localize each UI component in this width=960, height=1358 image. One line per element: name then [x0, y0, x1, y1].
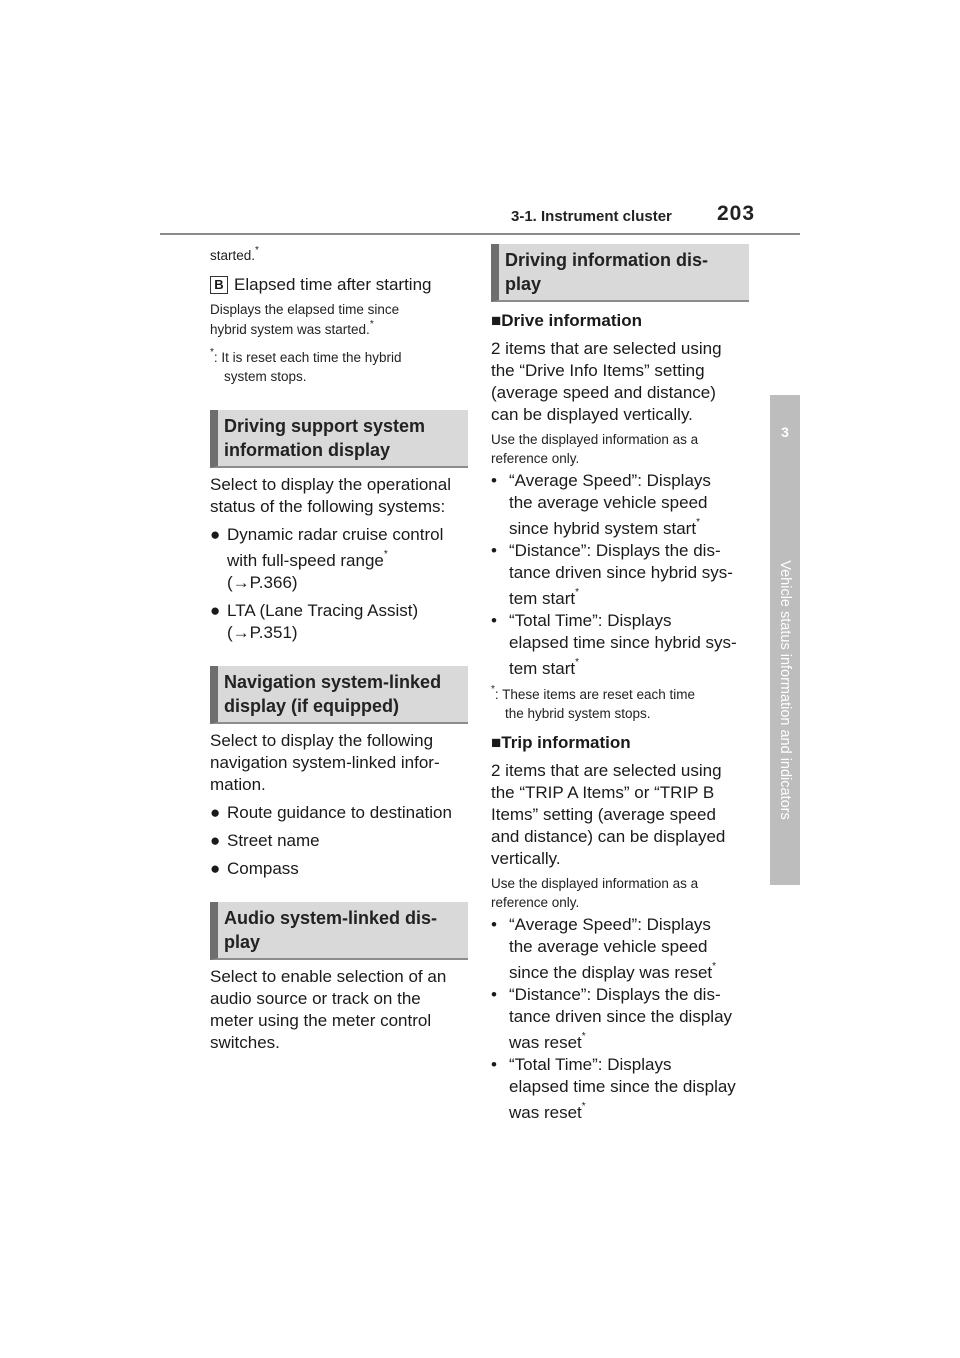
subheading-drive-info: ■Drive information: [491, 311, 643, 330]
chapter-number: 3: [781, 424, 789, 440]
list-item: • “Average Speed”: Displays the average vehicle speed since hybrid system start*: [491, 471, 711, 538]
list-item: • “Distance”: Displays the dis- tance driven since the display was reset*: [491, 985, 733, 1052]
continued-text: started.*: [210, 244, 259, 263]
item-label-b: B: [210, 276, 228, 294]
paragraph-audio: Select to enable selection of an audio source or track on the meter using the meter control switches.: [210, 967, 447, 1052]
list-item: ● Compass: [210, 859, 299, 878]
list-item: ● Street name: [210, 831, 320, 850]
paragraph-navigation: Select to display the following navigation system-linked infor- mation.: [210, 731, 440, 794]
list-item: • “Distance”: Displays the dis- tance driven since hybrid sys- tem start*: [491, 541, 733, 608]
heading-navigation: Navigation system-linked display (if equipped): [210, 666, 468, 724]
paragraph-select-systems: Select to display the operational status of the following systems:: [210, 475, 451, 516]
chapter-title: Vehicle status information and indicators: [777, 560, 793, 820]
bullet-lta: ● LTA (Lane Tracing Assist) (→P.351): [210, 600, 470, 644]
drive-info-items: [491, 470, 753, 680]
reference-note-drive: Use the displayed information as a reference only.: [491, 432, 699, 466]
footnote-items-reset: *: These items are reset each time the hybrid system stops.: [491, 683, 695, 721]
heading-driving-support: Driving support system information display: [210, 410, 468, 468]
footnote-reset: *: It is reset each time the hybrid system stops.: [210, 346, 402, 384]
heading-driving-info: Driving information dis- play: [491, 244, 749, 302]
list-item: • “Total Time”: Displays elapsed time since hybrid sys- tem start*: [491, 611, 737, 678]
paragraph-trip-info: 2 items that are selected using the “TRIP A Items” or “TRIP B Items” setting (average speed and distance) can be displayed vertically.: [491, 761, 726, 868]
list-item: ● Route guidance to destination: [210, 803, 452, 822]
list-item: • “Total Time”: Displays elapsed time since the display was reset*: [491, 1055, 736, 1122]
nav-bullets: [210, 802, 470, 886]
list-item: • “Average Speed”: Displays the average vehicle speed since the display was reset*: [491, 915, 717, 982]
paragraph-drive-info: 2 items that are selected using the “Drive Info Items” setting (average speed and distance) can be displayed vertically.: [491, 339, 722, 424]
page-number: 203: [717, 202, 756, 225]
section-title: 3-1. Instrument cluster: [511, 208, 672, 225]
subheading-trip-info: ■Trip information: [491, 733, 631, 752]
item-b-title: B Elapsed time after starting: [210, 274, 470, 296]
heading-audio: Audio system-linked dis- play: [210, 902, 468, 960]
link-p366[interactable]: (→P.366): [227, 573, 298, 592]
header-rule: [160, 233, 800, 235]
trip-info-items: [491, 914, 753, 1124]
item-b-description: Displays the elapsed time since hybrid system was started.*: [210, 302, 400, 337]
bullet-radar-cruise: ● Dynamic radar cruise control with full-speed range* (→P.366): [210, 524, 470, 594]
link-p351[interactable]: (→P.351): [227, 623, 298, 642]
reference-note-trip: Use the displayed information as a reference only.: [491, 876, 699, 910]
